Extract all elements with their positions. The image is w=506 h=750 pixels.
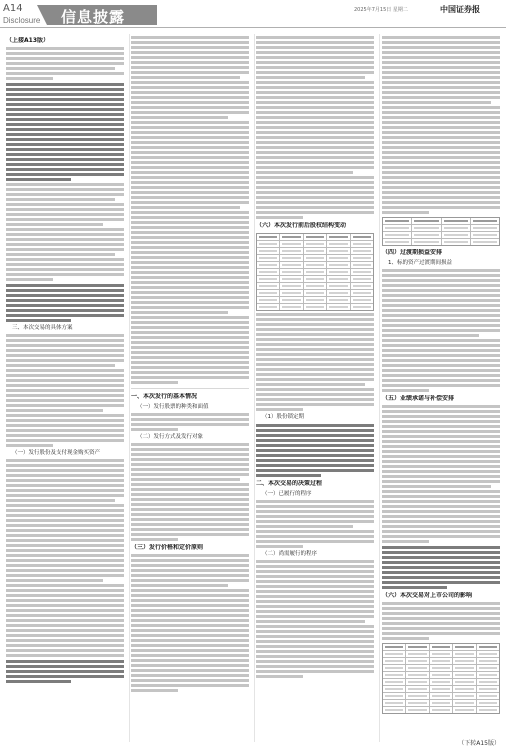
body-text bbox=[256, 36, 374, 219]
column-divider bbox=[129, 34, 130, 742]
body-text bbox=[382, 602, 500, 640]
body-text bbox=[6, 183, 124, 281]
section-subheading: 三、本次交易的具体方案 bbox=[12, 325, 73, 331]
section-heading: （三）发行价格和定价原则 bbox=[131, 544, 204, 551]
emphasis-paragraph bbox=[6, 83, 124, 181]
section-subheading: 1、标的资产过渡期间损益 bbox=[388, 260, 453, 266]
page-code: A14 bbox=[3, 3, 23, 14]
body-text bbox=[382, 269, 500, 392]
section-subheading: （1）股份锁定期 bbox=[262, 414, 304, 420]
newspaper-logo: 中国证券报 bbox=[440, 4, 480, 14]
body-text bbox=[256, 500, 374, 548]
body-text bbox=[382, 405, 500, 543]
page-header bbox=[0, 0, 506, 34]
article-column-2 bbox=[131, 34, 249, 742]
column-divider bbox=[379, 34, 380, 742]
article-column-1 bbox=[6, 34, 124, 742]
section-subheading: （一）发行股票的种类和面值 bbox=[137, 404, 209, 410]
section-heading: （六）本次发行前后股权结构变动 bbox=[256, 222, 347, 229]
body-text bbox=[131, 443, 249, 541]
body-text bbox=[382, 36, 500, 214]
body-text bbox=[131, 36, 249, 384]
body-text bbox=[256, 560, 374, 678]
section-title: 信息披露 bbox=[61, 8, 126, 26]
capital-structure-table bbox=[382, 643, 500, 714]
shareholding-table bbox=[256, 233, 374, 311]
section-english-label: Disclosure bbox=[3, 16, 41, 25]
emphasis-paragraph bbox=[6, 660, 124, 683]
column-divider bbox=[254, 34, 255, 742]
continued-note: （下转A15版） bbox=[458, 740, 500, 747]
section-heading: （六）本次交易对上市公司的影响 bbox=[382, 592, 473, 599]
article-column-3 bbox=[256, 34, 374, 742]
emphasis-paragraph bbox=[256, 424, 374, 477]
section-subheading: （一）发行股份及支付现金购买资产 bbox=[12, 450, 101, 456]
body-text bbox=[256, 313, 374, 411]
section-heading: （五）业绩承诺与补偿安排 bbox=[382, 395, 455, 402]
section-subheading: （一）已履行的程序 bbox=[262, 491, 312, 497]
emphasis-paragraph bbox=[6, 284, 124, 322]
financial-impact-table bbox=[382, 217, 500, 246]
body-text bbox=[131, 413, 249, 431]
body-text bbox=[6, 459, 124, 657]
section-subheading: （二）尚需履行的程序 bbox=[262, 551, 318, 557]
body-text bbox=[6, 47, 124, 80]
body-text bbox=[6, 334, 124, 447]
header-rule bbox=[0, 27, 506, 28]
section-heading: 二、本次交易的决策过程 bbox=[256, 480, 323, 487]
body-text bbox=[131, 554, 249, 692]
section-divider bbox=[131, 388, 249, 389]
emphasis-paragraph bbox=[382, 546, 500, 589]
article-column-4 bbox=[382, 34, 500, 742]
section-title-banner bbox=[47, 5, 157, 25]
issue-date: 2025年7月15日 星期二 bbox=[354, 7, 408, 13]
section-subheading: （二）发行方式及发行对象 bbox=[137, 434, 204, 440]
section-heading: （四）过渡期损益安排 bbox=[382, 249, 443, 256]
column-heading: （上接A13版） bbox=[6, 37, 49, 44]
section-heading: 一、本次发行的基本情况 bbox=[131, 393, 198, 400]
